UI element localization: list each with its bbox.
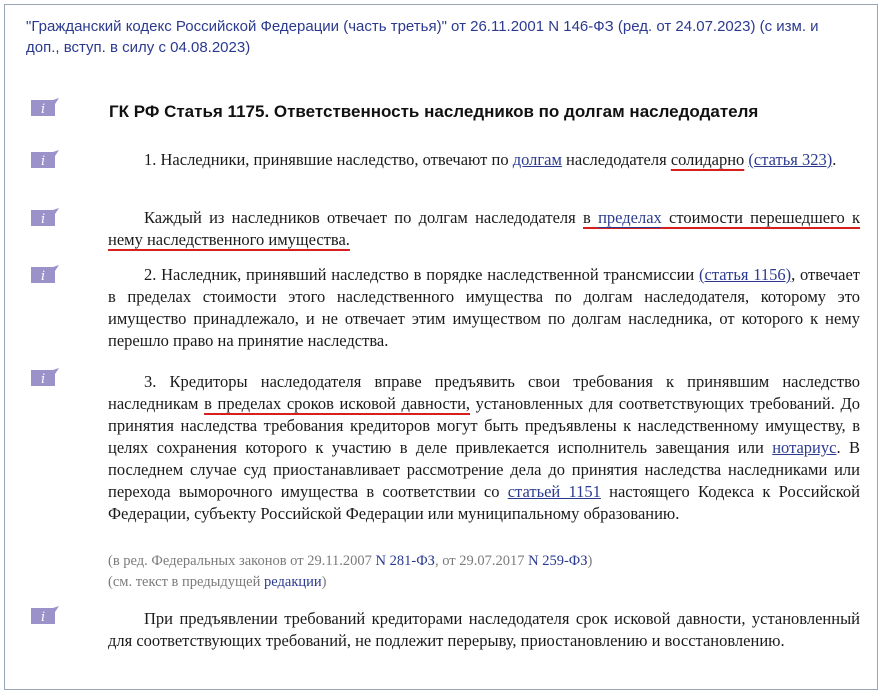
paragraph-5 [108,608,860,652]
text: . В последнем случае суд приостанавливает рассмотрение дела до принятия наследства наследниками или перехода выморочного имущества в соответствии со [108,438,860,501]
link-law-281[interactable]: N 281-ФЗ [375,553,435,569]
paragraph-1 [108,149,860,171]
text: ) [587,553,593,569]
svg-text:i: i [41,610,46,625]
text: , от 29.07.2017 [434,553,529,569]
previous-edition-note [108,572,327,592]
text: (в ред. Федеральных законов от 29.11.2007 [108,553,376,569]
text: Каждый из наследников отвечает по долгам наследодателя [144,208,583,227]
link-article-1156[interactable]: (статья 1156) [699,265,792,284]
paragraph-4 [108,371,860,525]
svg-text:i: i [41,212,46,227]
source-title: "Гражданский кодекс Российской Федерации (часть третья)" от 26.11.2001 N 146-ФЗ (ред. от 24.07.2023) (с изм. и доп., вступ. в силу с 04.08.2023) [26,18,819,56]
text: . [832,150,837,169]
svg-text:i: i [41,154,46,169]
paragraph-3 [108,264,860,352]
amendment-note [108,551,592,571]
text: наследодателя [561,150,671,169]
highlight-jointly: солидарно [670,150,745,169]
text: стоимости перешедшего к нему наследственного имущества. [108,208,861,249]
text: установленных для соответствующих требований. До принятия наследства требования кредиторов могут быть предъявлены к наследственному имуществу, в целях сохранения которого к участию в деле привлекается исполнитель завещания или [108,394,861,457]
text: 1. Наследники, принявшие наследство, отвечают по [144,150,513,169]
text: При предъявлении требований кредиторами наследодателя срок исковой давности, установленный для соответствующих требований, не подлежит перерыву, приостановлению и восстановлению. [108,609,860,650]
info-bubble-icon[interactable] [29,150,59,170]
info-bubble-icon[interactable] [29,368,59,388]
article-title: ГК РФ Статья 1175. Ответственность наследников по долгам наследодателя [109,102,759,121]
paragraph-2 [108,207,860,251]
link-previous-edition[interactable]: редакции [264,574,322,590]
text: 3. Кредиторы наследодателя вправе предъявить свои требования к принявшим наследство наследникам [108,372,860,413]
link-law-259[interactable]: N 259-ФЗ [528,553,588,569]
text: настоящего Кодекса к Российской Федерации, субъекту Российской Федерации или муниципальному образованию. [108,482,860,523]
info-bubble-icon[interactable] [29,265,59,285]
highlight-limitation-period: в пределах сроков исковой давности, [204,394,471,413]
text: 2. Наследник, принявший наследство в порядке наследственной трансмиссии [144,265,699,284]
text: , отвечает в пределах стоимости этого наследственного имущества по долгам наследодателя, которому это имущество принадлежало, и не отвечает этим имуществом по долгам наследника, от которого к нему перешло право на принятие наследства. [108,265,861,350]
link-debts[interactable]: долгам [512,150,562,169]
text: ) [321,574,327,590]
svg-text:i: i [41,269,46,284]
link-article-1151[interactable]: статьей 1151 [507,482,601,501]
svg-text:i: i [41,102,46,117]
svg-text:i: i [41,372,46,387]
info-bubble-icon[interactable] [29,606,59,626]
link-article-323[interactable]: (статья 323) [748,150,833,169]
text: в [583,208,599,227]
link-limits[interactable]: пределах [598,208,662,227]
info-bubble-icon[interactable] [29,208,59,228]
text: (см. текст в предыдущей [108,574,265,590]
link-notary[interactable]: нотариус [772,438,837,457]
info-bubble-icon[interactable] [29,98,59,118]
